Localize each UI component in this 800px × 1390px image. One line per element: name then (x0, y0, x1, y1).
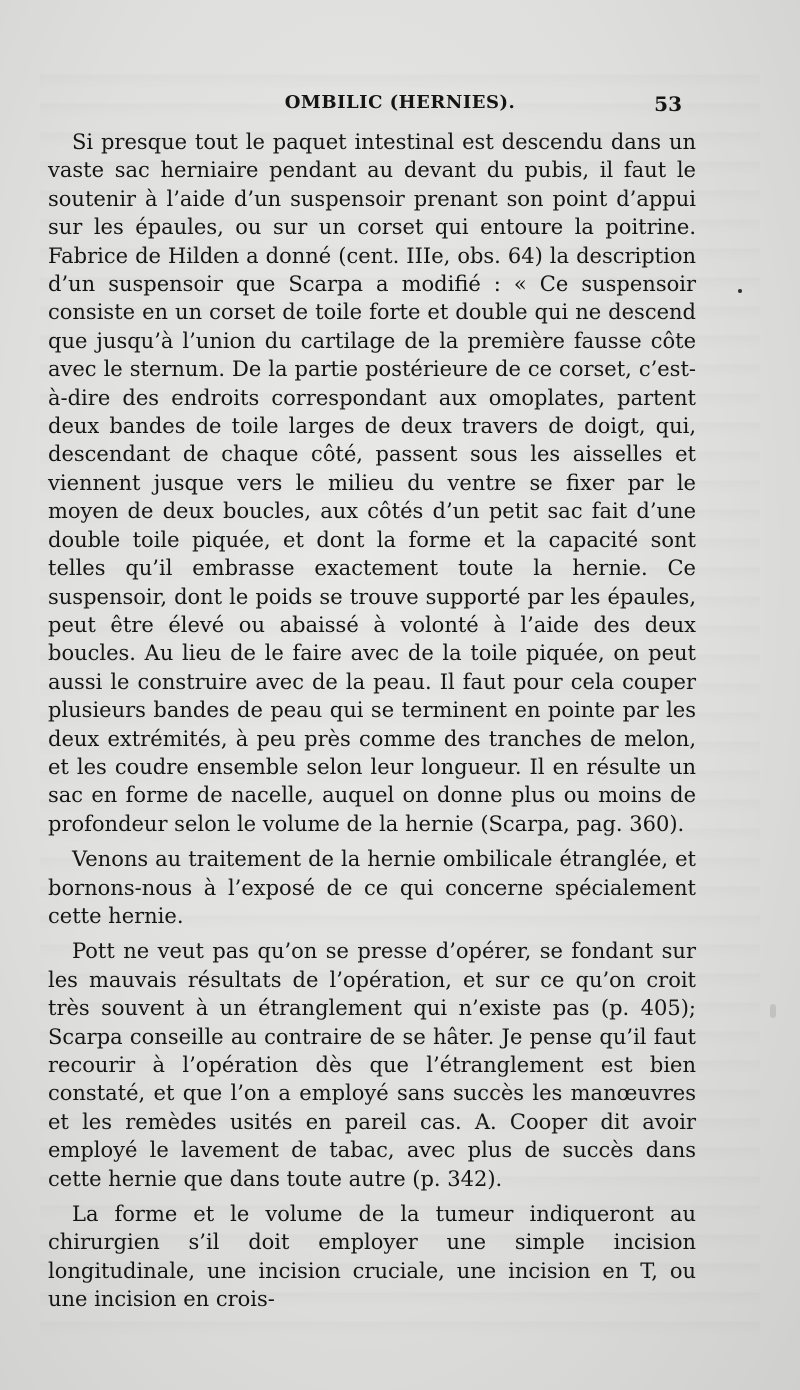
paragraph-1: Si presque tout le paquet intestinal est descendu dans un vaste sac herniaire pendant au devant du pubis, il faut le soutenir à l’aide d’un suspensoir prenant son point d’appui sur les épaules, ou sur un corset qui entoure la poitrine. Fabrice de Hilden a donné (cent. IIIe, obs. 64) la description d’un suspensoir que Scarpa a modifié : « Ce suspensoir consiste en un corset de toile forte et double qui ne descend que jusqu’à l’union du cartilage de la première fausse côte avec le sternum. De la partie postérieure de ce corset, c’est-à-dire des endroits correspondant aux omoplates, partent deux bandes de toile larges de deux travers de doigt, qui, descendant de chaque côté, passent sous les aisselles et viennent jusque vers le milieu du ventre se fixer par le moyen de deux boucles, aux côtés d’un petit sac fait d’une double toile piquée, et dont la forme et la capacité sont telles qu’il embrasse exactement toute la hernie. Ce suspensoir, dont le poids se trouve supporté par les épaules, peut être élevé ou abaissé à volonté à l’aide des deux boucles. Au lieu de le faire avec de la toile piquée, on peut aussi le construire avec de la peau. Il faut pour cela couper plusieurs bandes de peau qui se terminent en pointe par les deux extrémités, à peu près comme des tranches de melon, et les coudre ensemble selon leur longueur. Il en résulte un sac en forme de nacelle, auquel on donne plus ou moins de profondeur selon le volume de la hernie (Scarpa, pag. 360). (48, 130, 696, 836)
paragraph-2: Venons au traitement de la hernie ombilicale étranglée, et bornons-nous à l’exposé de ce qui concerne spécialement cette hernie. (48, 847, 696, 928)
margin-dot (738, 289, 742, 293)
page-number: 53 (654, 92, 682, 116)
paragraph-4: La forme et le volume de la tumeur indiqueront au chirurgien s’il doit employer une simple incision longitudinale, une incision cruciale, une incision en T, ou une incision en crois- (48, 1202, 696, 1312)
running-head: OMBILIC (HERNIES). (284, 92, 516, 113)
page-header (0, 92, 800, 120)
paper-blemish (770, 1004, 776, 1018)
paragraph-3: Pott ne veut pas qu’on se presse d’opérer, se fondant sur les mauvais résultats de l’opération, et sur ce qu’on croit très souvent à un étranglement qui n’existe pas (p. 405); Scarpa conseille au contraire de se hâter. Je pense qu’il faut recourir à l’opération dès que l’étranglement est bien constaté, et que l’on a employé sans succès les manœuvres et les remèdes usités en pareil cas. A. Cooper dit avoir employé le lavement de tabac, avec plus de succès dans cette hernie que dans toute autre (p. 342). (48, 939, 696, 1191)
page-content (48, 128, 696, 1314)
